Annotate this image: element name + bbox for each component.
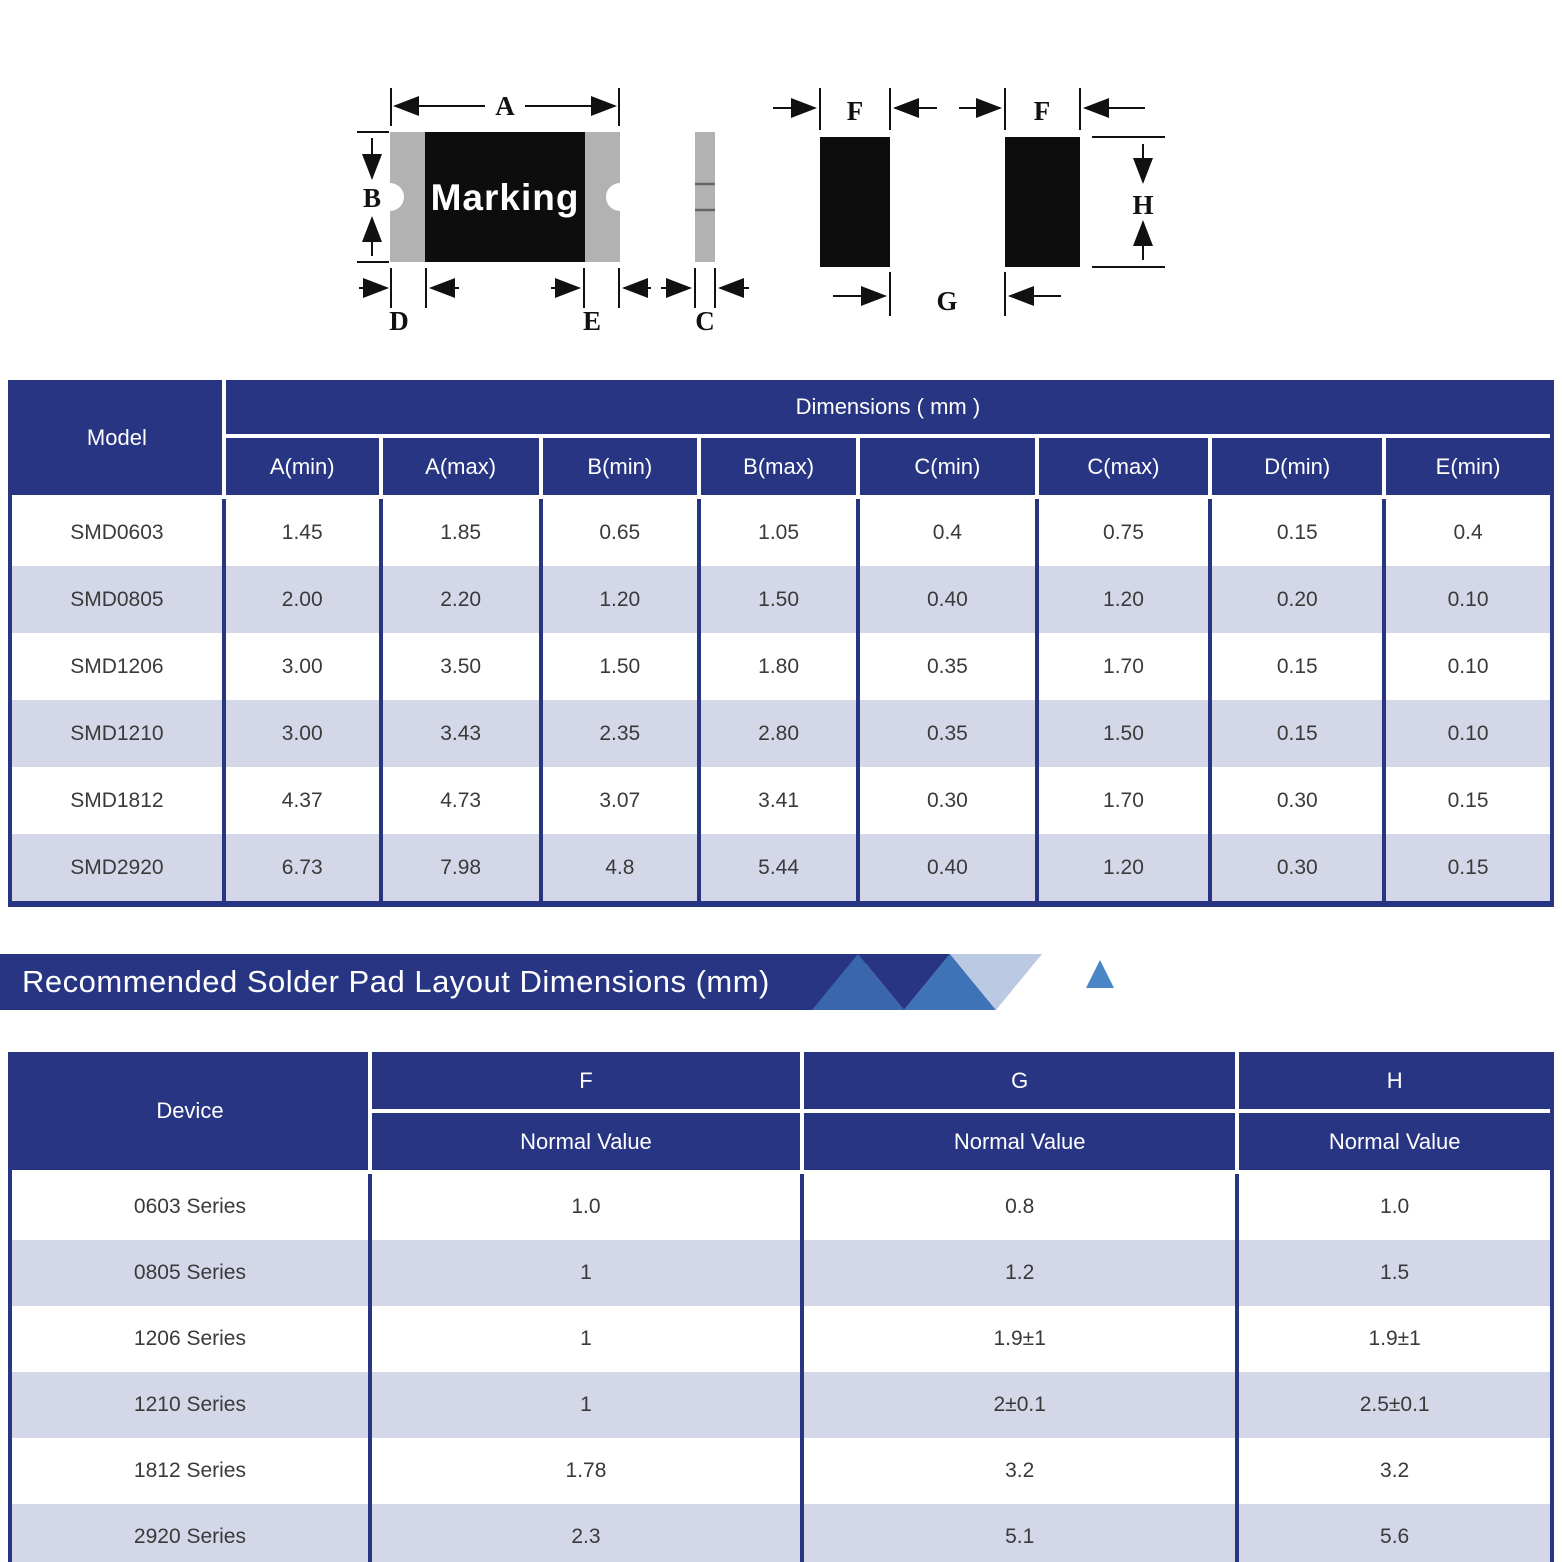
dim-cell: 0.20: [1212, 566, 1386, 633]
dim-cell: 3.50: [383, 633, 543, 700]
dim-cell: 1.80: [701, 633, 860, 700]
dim-cell: 4.37: [226, 767, 383, 834]
dim-cell: 2.35: [543, 700, 701, 767]
sub-header-normal-value-f: Normal Value: [372, 1113, 804, 1174]
dim-H-label: H: [1132, 190, 1154, 220]
table-row: [12, 1174, 1550, 1240]
device-cell: 1812 Series: [12, 1438, 372, 1504]
pad-cell: 5.6: [1239, 1504, 1550, 1562]
dim-cell: 3.00: [226, 633, 383, 700]
dim-cell: 0.15: [1212, 633, 1386, 700]
component-side-view: [695, 132, 715, 262]
col-header-c-max: C(max): [1039, 438, 1213, 499]
dim-cell: 3.41: [701, 767, 860, 834]
solder-pad-left: [820, 137, 890, 267]
model-cell: SMD0805: [12, 566, 226, 633]
dim-cell: 0.10: [1386, 700, 1550, 767]
col-header-a-min: A(min): [226, 438, 383, 499]
dim-cell: 1.20: [543, 566, 701, 633]
table-row: [12, 1372, 1550, 1438]
dim-cell: 6.73: [226, 834, 383, 901]
dim-cell: 0.35: [860, 633, 1038, 700]
dim-E: [551, 268, 651, 308]
device-cell: 1206 Series: [12, 1306, 372, 1372]
dim-cell: 4.73: [383, 767, 543, 834]
sub-header-normal-value-g: Normal Value: [804, 1113, 1239, 1174]
dim-H: [1092, 137, 1165, 267]
device-cell: 2920 Series: [12, 1504, 372, 1562]
model-header: Model: [12, 380, 226, 499]
model-cell: SMD0603: [12, 499, 226, 566]
dim-B-label: B: [362, 183, 382, 213]
dim-cell: 2.20: [383, 566, 543, 633]
dim-cell: 0.40: [860, 566, 1038, 633]
device-cell: 1210 Series: [12, 1372, 372, 1438]
table-row: [12, 1504, 1550, 1562]
pad-cell: 1: [372, 1240, 804, 1306]
pad-cell: 1.9±1: [804, 1306, 1239, 1372]
dim-F-right-label: F: [1033, 96, 1051, 126]
right-notch: [606, 183, 634, 211]
model-cell: SMD2920: [12, 834, 226, 901]
dim-cell: 3.07: [543, 767, 701, 834]
table-row: [12, 1306, 1550, 1372]
dim-cell: 0.30: [1212, 767, 1386, 834]
dim-E-label: E: [582, 306, 602, 336]
dim-cell: 0.30: [1212, 834, 1386, 901]
col-header-b-max: B(max): [701, 438, 860, 499]
section-title: Recommended Solder Pad Layout Dimensions (mm): [22, 964, 770, 999]
dim-D-label: D: [389, 306, 409, 336]
dim-cell: 1.85: [383, 499, 543, 566]
dim-cell: 1.45: [226, 499, 383, 566]
pad-cell: 2.3: [372, 1504, 804, 1562]
pad-cell: 1.9±1: [1239, 1306, 1550, 1372]
col-header-g: G: [804, 1052, 1239, 1113]
dim-cell: 0.65: [543, 499, 701, 566]
dim-cell: 3.00: [226, 700, 383, 767]
pad-cell: 3.2: [804, 1438, 1239, 1504]
solder-pad-table: [8, 1052, 1554, 1562]
table-row: [12, 633, 1550, 700]
pad-cell: 1.5: [1239, 1240, 1550, 1306]
dim-cell: 0.75: [1039, 499, 1213, 566]
dim-cell: 2.80: [701, 700, 860, 767]
dim-D: [359, 268, 459, 308]
pad-cell: 1: [372, 1306, 804, 1372]
dim-F-right: [959, 88, 1145, 130]
section-header: [0, 954, 1562, 1010]
dim-cell: 0.15: [1386, 834, 1550, 901]
dim-cell: 2.00: [226, 566, 383, 633]
package-dimension-diagram: [355, 82, 1165, 337]
device-header: Device: [12, 1052, 372, 1174]
dim-cell: 0.40: [860, 834, 1038, 901]
dim-cell: 7.98: [383, 834, 543, 901]
dim-cell: 0.15: [1212, 700, 1386, 767]
sub-header-normal-value-h: Normal Value: [1239, 1113, 1550, 1174]
table-row: [12, 566, 1550, 633]
table-row: [12, 499, 1550, 566]
dimensions-title: Dimensions ( mm ): [226, 380, 1550, 438]
dim-cell: 0.4: [1386, 499, 1550, 566]
pad-cell: 1.0: [372, 1174, 804, 1240]
table-row: [12, 767, 1550, 834]
dim-C: [661, 268, 749, 308]
dim-cell: 0.15: [1386, 767, 1550, 834]
dim-cell: 1.70: [1039, 633, 1213, 700]
table-row: [12, 1240, 1550, 1306]
col-header-d-min: D(min): [1212, 438, 1386, 499]
table-row: [12, 700, 1550, 767]
dim-A-label: A: [495, 91, 515, 121]
model-cell: SMD1210: [12, 700, 226, 767]
solder-pad-right: [1005, 137, 1080, 267]
dim-cell: 5.44: [701, 834, 860, 901]
dim-cell: 1.50: [1039, 700, 1213, 767]
col-header-e-min: E(min): [1386, 438, 1550, 499]
dim-cell: 0.15: [1212, 499, 1386, 566]
pad-cell: 1.78: [372, 1438, 804, 1504]
dim-cell: 0.30: [860, 767, 1038, 834]
col-header-f: F: [372, 1052, 804, 1113]
col-header-h: H: [1239, 1052, 1550, 1113]
device-cell: 0805 Series: [12, 1240, 372, 1306]
dim-cell: 1.20: [1039, 566, 1213, 633]
dim-cell: 0.10: [1386, 566, 1550, 633]
dim-cell: 1.20: [1039, 834, 1213, 901]
col-header-a-max: A(max): [383, 438, 543, 499]
device-cell: 0603 Series: [12, 1174, 372, 1240]
dim-cell: 0.10: [1386, 633, 1550, 700]
marking-label: Marking: [430, 177, 580, 218]
pad-cell: 0.8: [804, 1174, 1239, 1240]
dim-cell: 1.05: [701, 499, 860, 566]
col-header-b-min: B(min): [543, 438, 701, 499]
pad-cell: 1: [372, 1372, 804, 1438]
dim-cell: 1.50: [543, 633, 701, 700]
table-row: [12, 834, 1550, 901]
dim-F-left-label: F: [846, 96, 864, 126]
pad-cell: 3.2: [1239, 1438, 1550, 1504]
dim-cell: 1.50: [701, 566, 860, 633]
dimensions-table: [8, 380, 1554, 907]
pad-cell: 1.2: [804, 1240, 1239, 1306]
pad-cell: 5.1: [804, 1504, 1239, 1562]
dim-cell: 4.8: [543, 834, 701, 901]
model-cell: SMD1812: [12, 767, 226, 834]
dim-cell: 3.43: [383, 700, 543, 767]
model-cell: SMD1206: [12, 633, 226, 700]
dim-C-label: C: [695, 306, 715, 336]
pad-cell: 2±0.1: [804, 1372, 1239, 1438]
col-header-c-min: C(min): [860, 438, 1038, 499]
dim-cell: 0.35: [860, 700, 1038, 767]
table-row: [12, 1438, 1550, 1504]
dim-cell: 1.70: [1039, 767, 1213, 834]
dim-cell: 0.4: [860, 499, 1038, 566]
component-top-view: [376, 132, 634, 262]
pad-cell: 2.5±0.1: [1239, 1372, 1550, 1438]
pad-cell: 1.0: [1239, 1174, 1550, 1240]
dim-G-label: G: [936, 286, 958, 316]
